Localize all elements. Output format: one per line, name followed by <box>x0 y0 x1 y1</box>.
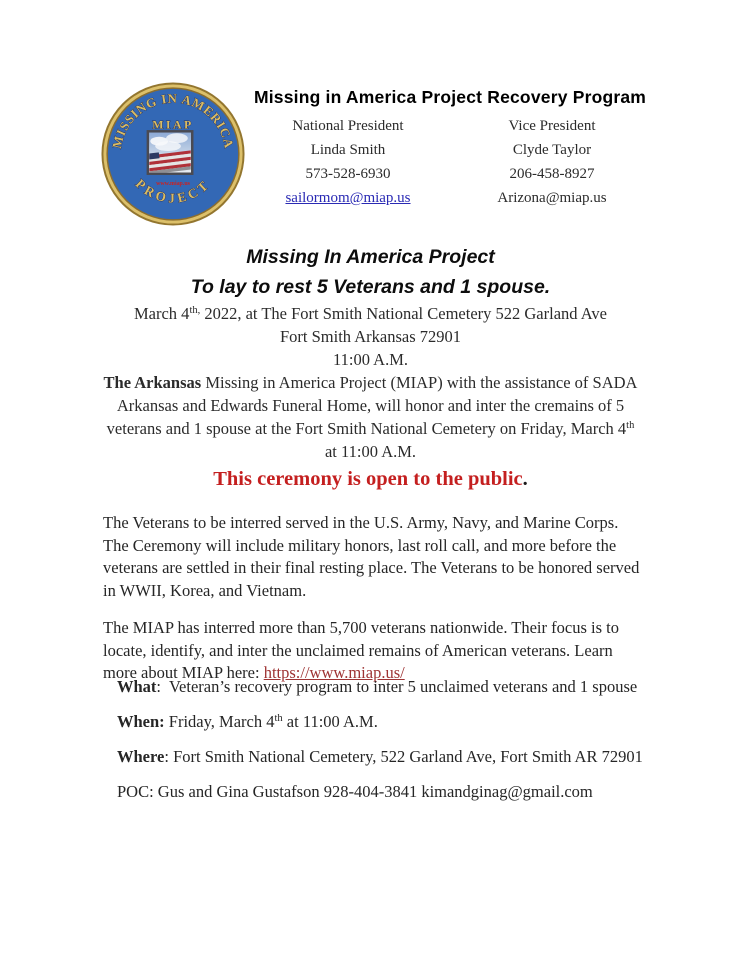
contact-name: Clyde Taylor <box>512 142 592 158</box>
contact-columns <box>246 114 654 210</box>
document-title: Missing in America Project Recovery Program <box>253 87 647 107</box>
logo-miap-text: MIAP <box>152 117 194 132</box>
public-ceremony-notice: This ceremony is open to the public. <box>213 468 528 490</box>
intro-bold-lead: The Arkansas <box>103 373 202 392</box>
contact-name: Linda Smith <box>310 142 386 158</box>
vice-president-email: Arizona@miap.us <box>497 190 607 206</box>
logo-bottom-arc-text: PROJECT <box>132 176 214 206</box>
ordinal-superscript: th <box>626 420 635 431</box>
national-president-email-link[interactable]: sailormom@miap.us <box>285 190 411 206</box>
header <box>246 86 654 210</box>
event-time-line: 11:00 A.M. <box>332 350 409 369</box>
logo-top-arc-text: MISSING IN AMERICA <box>109 91 236 150</box>
body-section <box>103 512 643 700</box>
veterans-paragraph: The Veterans to be interred served in the U.S. Army, Navy, and Marine Corps. The Ceremony will include military honors, last roll call, and more before the veterans are settled in their final resting place. The Veterans to be honored served in WWII, Korea, and Vietnam. <box>103 513 640 600</box>
announcement-heading-line2: To lay to rest 5 Veterans and 1 spouse. <box>190 276 551 298</box>
vice-president-column <box>450 114 654 210</box>
poc-line: POC: Gus and Gina Gustafson 928-404-3841 kimandginag@gmail.com <box>117 782 593 801</box>
contact-phone: 206-458-8927 <box>509 166 595 182</box>
where-line: Where: Fort Smith National Cemetery, 522 Garland Ave, Fort Smith AR 72901 <box>117 747 643 766</box>
miap-website-link[interactable]: https://www.miap.us/ <box>263 663 405 682</box>
national-president-column <box>246 114 450 210</box>
contact-role: Vice President <box>508 118 596 134</box>
ordinal-superscript: th, <box>189 305 201 316</box>
intro-paragraph: The Arkansas Missing in America Project (MIAP) with the assistance of SADA Arkansas and Edwards Funeral Home, will honor and inter the cremains of 5 veterans and 1 spouse at the Fort Smith National Cemetery on Friday, March 4th at 11:00 A.M. <box>103 373 638 461</box>
miap-coin-icon <box>99 80 247 228</box>
what-line: What: Veteran’s recovery program to inter 5 unclaimed veterans and 1 spouse <box>117 677 638 696</box>
announcement-section <box>100 242 641 494</box>
contact-phone: 573-528-6930 <box>305 166 391 182</box>
miap-paragraph: The MIAP has interred more than 5,700 veterans nationwide. Their focus is to locate, identify, and inter the unclaimed remains of American veterans. Learn more about MIAP here: https://www.miap.us/ <box>103 618 619 682</box>
event-date-line: March $4^{th,}$ 2022, at The Fort Smith National Cemetery 522 Garland Ave <box>133 304 608 323</box>
logo-url-text: www.miap.us <box>156 181 190 188</box>
ordinal-superscript: th <box>274 713 283 724</box>
event-city-line: Fort Smith Arkansas 72901 <box>279 327 462 346</box>
when-line: When: Friday, March 4th at 11:00 A.M. <box>117 712 378 731</box>
flag-casket-image <box>145 133 195 174</box>
miap-logo <box>99 80 247 228</box>
announcement-heading-line1: Missing In America Project <box>246 246 495 268</box>
event-details-section <box>117 676 643 816</box>
contact-role: National President <box>292 118 404 134</box>
